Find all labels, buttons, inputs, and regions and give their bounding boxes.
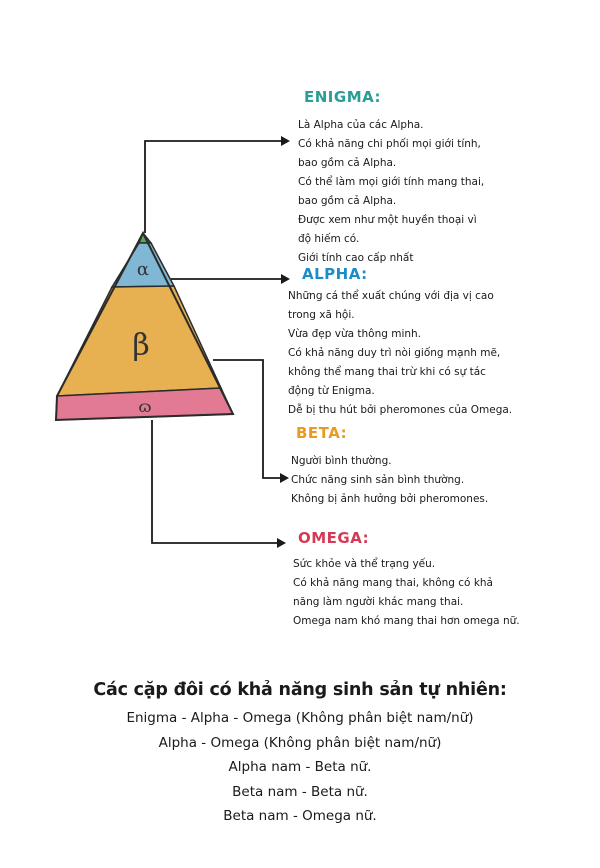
enigma-arrowhead [281,136,290,146]
alpha-description [288,287,512,420]
omega-connector [152,420,279,543]
description-line: Có khả năng mang thai, không có khả [293,577,493,589]
description-line: động từ Enigma. [288,385,375,397]
enigma-connector [145,141,283,233]
description-line: Được xem như một huyền thoại vì [298,214,477,226]
description-line: Người bình thường. [291,455,392,467]
pair-item: Enigma - Alpha - Omega (Không phân biệt nam/nữ) [126,710,474,726]
description-line: Vừa đẹp vừa thông minh. [288,328,422,340]
pair-item: Beta nam - Beta nữ. [232,783,368,800]
description-line: độ hiếm có. [298,233,360,245]
alpha-arrowhead [281,274,290,284]
description-line: Không bị ảnh hưởng bởi pheromones. [291,493,489,505]
pair-item: Beta nam - Omega nữ. [223,808,377,824]
description-line: Có thể làm mọi giới tính mang thai, [298,176,485,188]
description-line: không thể mang thai trừ khi có sự tác [288,366,486,378]
omega-arrowhead [277,538,286,548]
description-line: trong xã hội. [288,309,355,321]
description-line: Sức khỏe và thể trạng yếu. [293,558,436,570]
enigma-title: ENIGMA: [304,88,382,106]
description-line: Có khả năng chi phối mọi giới tính, [298,138,481,150]
description-line: Có khả năng duy trì nòi giống mạnh mẽ, [288,347,501,359]
omega-description [293,555,520,631]
beta-symbol: β [132,328,150,363]
alpha-symbol: α [136,259,150,280]
description-line: năng làm người khác mang thai. [293,596,464,608]
description-line: bao gồm cả Alpha. [298,157,397,169]
omega-symbol: ɷ [138,397,152,416]
description-line: Omega nam khó mang thai hơn omega nữ. [293,615,520,627]
alpha-title: ALPHA: [302,265,368,283]
fertile-pairs-list [0,706,600,829]
beta-connector [213,360,282,478]
description-line: bao gồm cả Alpha. [298,195,397,207]
pair-item: Alpha nam - Beta nữ. [228,759,372,775]
pair-item: Alpha - Omega (Không phân biệt nam/nữ) [158,734,442,751]
omega-title: OMEGA: [298,529,370,547]
description-line: Dễ bị thu hút bởi pheromones của Omega. [288,404,513,416]
beta-description [291,452,488,509]
description-line: Giới tính cao cấp nhất [298,252,414,264]
fertile-pairs-title: Các cặp đôi có khả năng sinh sản tự nhiên: [93,680,507,700]
description-line: Là Alpha của các Alpha. [298,119,424,131]
beta-title: BETA: [296,424,348,442]
fertile-pairs-section [0,680,600,829]
description-line: Chức năng sinh sản bình thường. [291,474,465,486]
beta-arrowhead [280,473,289,483]
enigma-description [298,116,484,268]
description-line: Những cá thể xuất chúng với địa vị cao [288,290,494,302]
